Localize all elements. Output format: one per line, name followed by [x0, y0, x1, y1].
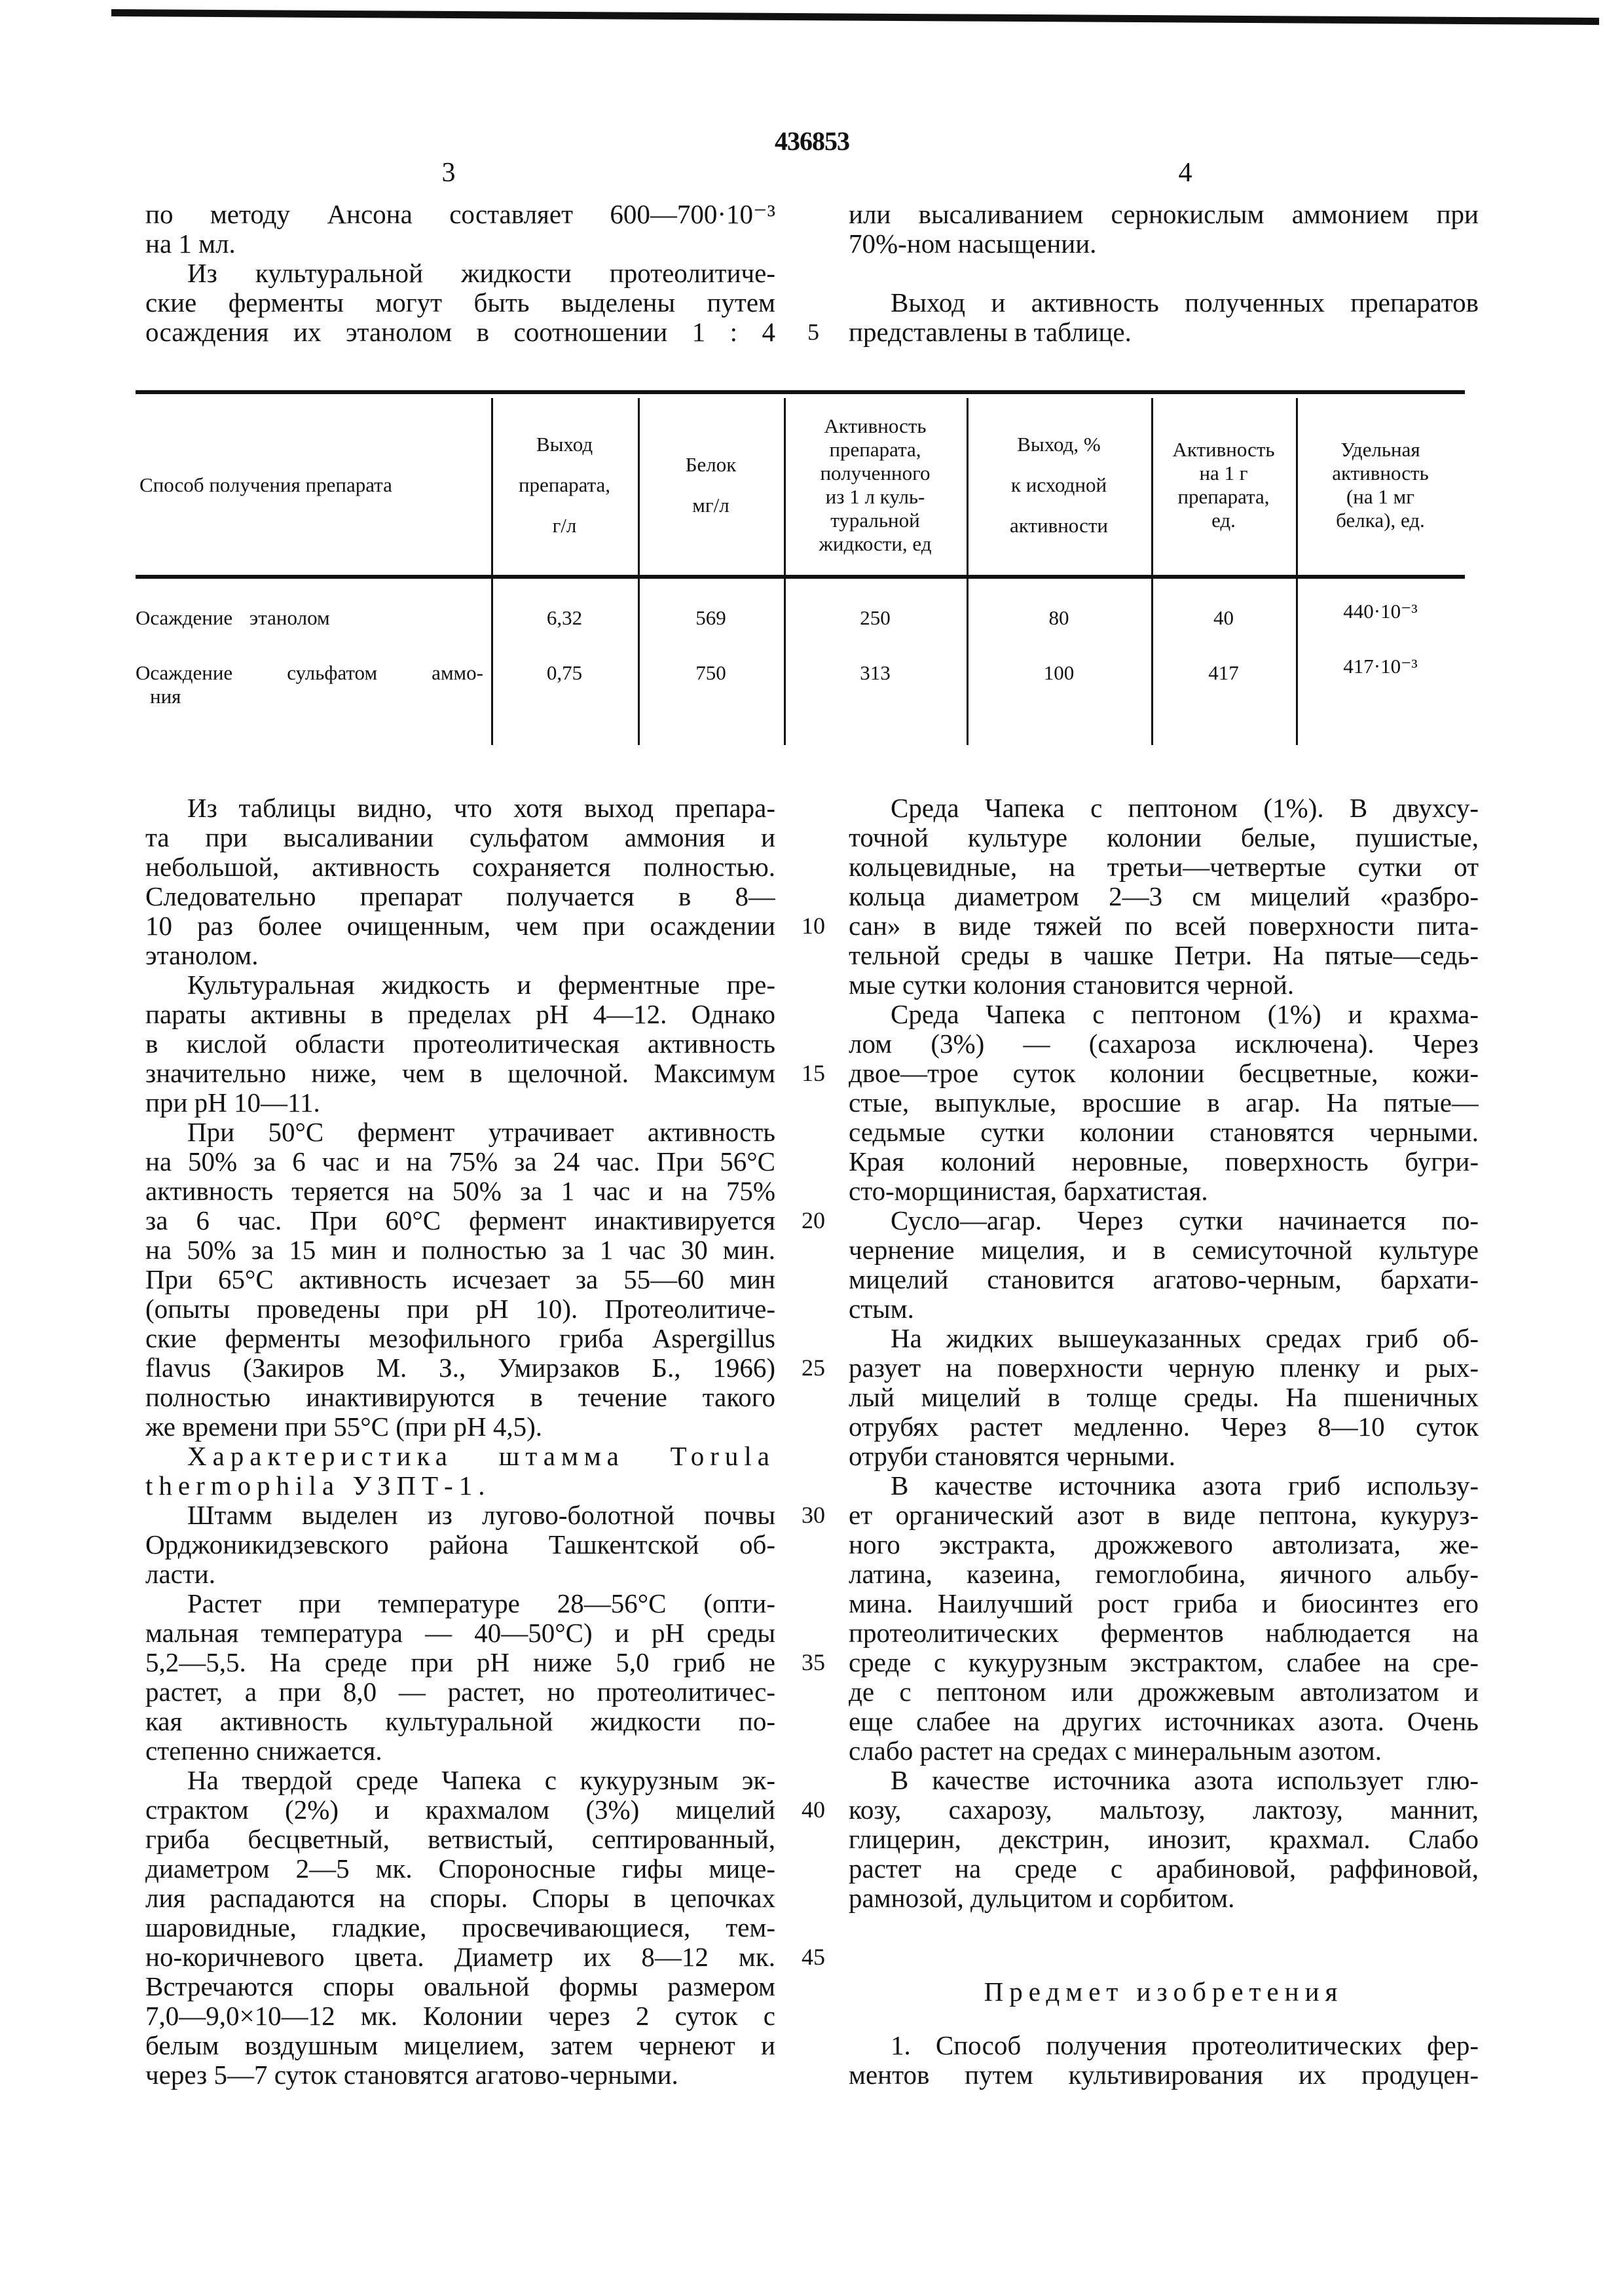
- text-line: Среда Чапека с пептоном (1%). В двухсу-: [891, 793, 1479, 823]
- column-divider: [784, 398, 786, 745]
- text-line: Из культуральной жидкости протеолитиче-: [187, 259, 775, 288]
- line-number: 5: [807, 319, 819, 345]
- table-header-cell: [642, 399, 780, 571]
- table-cell-yield-g-per-l: 6,32: [546, 606, 583, 629]
- text-line: ские ферменты могут быть выделены путем: [145, 288, 775, 318]
- text-line: в кислой области протеолитическая активность: [145, 1029, 775, 1059]
- text-line: седьмые сутки колонии становятся черными.: [849, 1118, 1479, 1147]
- header-text: препарата,: [1177, 485, 1270, 508]
- text-line: Из таблицы видно, что хотя выход препара-: [187, 793, 775, 823]
- text-line: кольца диаметром 2—3 см мицелий «разбро-: [849, 882, 1479, 911]
- top-left-text: [145, 200, 775, 347]
- header-text: из 1 л куль-: [825, 485, 925, 508]
- text-line: (опыты проведены при pH 10). Протеолитиче-: [145, 1294, 775, 1324]
- table-cell-protein-mg-per-l: 750: [695, 661, 726, 684]
- line-number: 10: [802, 913, 825, 939]
- table-cell-specific-activity: 440·10⁻³: [1343, 600, 1418, 623]
- table-row-method: [136, 661, 483, 708]
- text-line: активность теряется на 50% за 1 час и на 75%: [145, 1176, 775, 1206]
- text-line: та при высаливании сульфатом аммония и: [145, 823, 775, 852]
- header-text: г/л: [552, 514, 577, 537]
- document-number: 436853: [775, 126, 849, 156]
- method-text: Осаждение этанолом: [136, 606, 330, 629]
- table-header-cell: [495, 399, 634, 571]
- text-line: Следовательно препарат получается в 8—: [145, 882, 775, 911]
- table-cell-specific-activity: 417·10⁻³: [1343, 655, 1418, 678]
- text-line: отрубях растет медленно. Через 8—10 суток: [849, 1412, 1479, 1442]
- line-number: 20: [802, 1207, 825, 1233]
- text-line: еще слабее на других источниках азота. Очень: [849, 1707, 1479, 1736]
- table-cell-activity-per-g: 417: [1208, 661, 1239, 684]
- text-line: протеолитических ферментов наблюдается на: [849, 1618, 1479, 1648]
- text-line: Сусло—агар. Через сутки начинается по-: [891, 1206, 1479, 1235]
- header-text: Белок: [685, 453, 737, 476]
- text-line: лый мицелий в толще среды. На пшеничных: [849, 1383, 1479, 1412]
- text-line: растет на среде с арабиновой, раффиновой,: [849, 1854, 1479, 1884]
- text-line: гриба бесцветный, ветвистый, септированный,: [145, 1825, 775, 1854]
- text-line: flavus (Закиров М. З., Умирзаков Б., 1966): [145, 1353, 775, 1383]
- text-line: полностью инактивируются в течение такого: [145, 1383, 775, 1412]
- header-text: жидкости, ед: [819, 532, 932, 555]
- header-text: туральной: [830, 509, 920, 532]
- text-line: 70%-ном насыщении.: [849, 229, 1097, 259]
- table-row-method: [136, 606, 483, 630]
- text-line: представлены в таблице.: [849, 318, 1132, 347]
- line-number: 25: [802, 1355, 825, 1381]
- header-text: активности: [1010, 514, 1108, 537]
- text-line: де с пептоном или дрожжевым автолизатом и: [849, 1677, 1479, 1707]
- header-text: Выход: [536, 433, 593, 456]
- text-line: но-коричневого цвета. Диаметр их 8—12 мк.: [145, 1942, 775, 1972]
- header-text: Удельная: [1340, 438, 1420, 461]
- text-line: Культуральная жидкость и ферментные пре-: [187, 970, 775, 1000]
- text-line: Выход и активность полученных препаратов: [891, 288, 1479, 318]
- text-line: значительно ниже, чем в щелочной. Максимум: [145, 1059, 775, 1088]
- text-line: осаждения их этанолом в соотношении 1 : 4: [145, 318, 775, 347]
- text-line: стым.: [849, 1294, 914, 1324]
- text-line: за 6 час. При 60°C фермент инактивируется: [145, 1206, 775, 1235]
- top-border-rule: [111, 9, 1599, 25]
- header-text: полученного: [820, 462, 931, 484]
- header-text: ед.: [1211, 509, 1236, 532]
- text-line: 10 раз более очищенным, чем при осаждении: [145, 911, 775, 941]
- header-text: Способ получения препарата: [139, 473, 392, 496]
- text-line: thermophila УЗПТ-1.: [145, 1471, 491, 1501]
- text-line: отруби становятся черными.: [849, 1442, 1175, 1471]
- line-number: 40: [802, 1796, 825, 1823]
- results-table: [136, 390, 1465, 747]
- table-cell-activity-per-l: 250: [860, 606, 891, 629]
- table-header-cell: [1300, 399, 1461, 571]
- header-text: белка), ед.: [1336, 509, 1425, 532]
- table-top-rule: [136, 390, 1465, 394]
- header-text: Активность: [1172, 438, 1275, 461]
- text-line: растет, а при 8,0 — растет, но протеолитичес-: [145, 1677, 775, 1707]
- line-number: 35: [802, 1649, 825, 1675]
- text-line: На твердой среде Чапека с кукурузным эк-: [187, 1766, 775, 1795]
- text-line: лия распадаются на споры. Споры в цепочках: [145, 1884, 775, 1913]
- method-text: ния: [150, 685, 181, 708]
- column-divider: [638, 398, 640, 745]
- table-header-cell: [970, 399, 1147, 571]
- text-line: этанолом.: [145, 941, 259, 970]
- table-cell-activity-per-l: 313: [860, 661, 891, 684]
- table-header-rule: [136, 575, 1465, 579]
- text-line: В качестве источника азота гриб использу-: [891, 1471, 1479, 1501]
- text-line: шаровидные, гладкие, просвечивающиеся, тем-: [145, 1913, 775, 1942]
- text-line: мые сутки колония становится черной.: [849, 970, 1295, 1000]
- table-header-cell: [1155, 399, 1292, 571]
- text-line: кольцевидные, на третьи—четвертые сутки от: [849, 852, 1479, 882]
- column-divider: [1151, 398, 1153, 745]
- text-line: при pH 10—11.: [145, 1088, 320, 1118]
- text-line: на 50% за 6 час и на 75% за 24 час. При 56°C: [145, 1147, 775, 1176]
- claim-line: ментов путем культивирования их продуцен-: [849, 2060, 1479, 2090]
- text-line: параты активны в пределах pH 4—12. Однако: [145, 1000, 775, 1029]
- text-line: Растет при температуре 28—56°C (опти-: [187, 1589, 775, 1618]
- text-line: диаметром 2—5 мк. Спороносные гифы мице-: [145, 1854, 775, 1884]
- text-line: Орджоникидзевского района Ташкентской об-: [145, 1530, 775, 1559]
- text-line: Среда Чапека с пептоном (1%) и крахма-: [891, 1000, 1479, 1029]
- text-line: на 1 мл.: [145, 229, 236, 259]
- text-line: глицерин, декстрин, инозит, крахмал. Слабо: [849, 1825, 1479, 1854]
- header-text: препарата,: [829, 438, 921, 461]
- header-text: на 1 г: [1199, 462, 1248, 484]
- header-text: (на 1 мг: [1346, 485, 1414, 508]
- header-text: препарата,: [518, 473, 611, 496]
- text-line: тельной среды в чашке Петри. На пятые—седь-: [849, 941, 1479, 970]
- header-text: к исходной: [1010, 473, 1107, 496]
- left-column-text: [145, 793, 775, 2090]
- text-line: 5,2—5,5. На среде при pH ниже 5,0 гриб не: [145, 1648, 775, 1677]
- text-line: небольшой, активность сохраняется полностью.: [145, 852, 775, 882]
- text-line: ет органический азот в виде пептона, кукуруз-: [849, 1501, 1479, 1530]
- text-line: На жидких вышеуказанных средах гриб об-: [891, 1324, 1479, 1353]
- text-line: белым воздушным мицелием, затем чернеют и: [145, 2031, 775, 2060]
- text-line: Штамм выделен из лугово-болотной почвы: [187, 1501, 775, 1530]
- text-line: через 5—7 суток становятся агатово-черными.: [145, 2060, 678, 2090]
- text-line: Края колоний неровные, поверхность бугри-: [849, 1147, 1479, 1176]
- claim-line: 1. Способ получения протеолитических фер-: [891, 2031, 1479, 2060]
- column-divider: [967, 398, 969, 745]
- table-cell-activity-per-g: 40: [1213, 606, 1234, 629]
- text-line: степенно снижается.: [145, 1736, 382, 1766]
- table-header-cell: [788, 399, 963, 571]
- text-line: сто-морщинистая, бархатистая.: [849, 1176, 1208, 1206]
- text-line: разует на поверхности черную пленку и рых-: [849, 1353, 1479, 1383]
- text-line: мальная температура — 40—50°C) и pH среды: [145, 1618, 775, 1648]
- text-line: рамнозой, дульцитом и сорбитом.: [849, 1884, 1235, 1913]
- header-text: Активность: [824, 414, 927, 437]
- text-line: 7,0—9,0×10—12 мк. Колонии через 2 суток с: [145, 2001, 775, 2031]
- text-line: кая активность культуральной жидкости по-: [145, 1707, 775, 1736]
- text-line: стые, выпуклые, вросшие в агар. На пятые—: [849, 1088, 1479, 1118]
- text-line: или высаливанием сернокислым аммонием при: [849, 200, 1479, 229]
- text-line: козу, сахарозу, мальтозу, лактозу, маннит,: [849, 1795, 1479, 1825]
- text-line: среде с кукурузным экстрактом, слабее на сре-: [849, 1648, 1479, 1677]
- left-page-number: 3: [441, 158, 456, 188]
- header-text: Выход, %: [1017, 433, 1101, 456]
- text-line: ские ферменты мезофильного гриба Aspergillus: [145, 1324, 775, 1353]
- table-cell-yield-percent: 80: [1048, 606, 1069, 629]
- claims-section-title: Предмет изобретения: [984, 1977, 1344, 2007]
- header-text: мг/л: [692, 494, 729, 517]
- text-line: В качестве источника азота использует глю-: [891, 1766, 1479, 1795]
- top-right-text: [849, 200, 1479, 347]
- table-header-cell: [139, 399, 487, 571]
- text-line: При 50°C фермент утрачивает активность: [187, 1118, 775, 1147]
- text-line: Встречаются споры овальной формы размером: [145, 1972, 775, 2001]
- line-number: 45: [802, 1944, 825, 1970]
- table-cell-yield-percent: 100: [1043, 661, 1075, 684]
- method-text: Осаждение сульфатом аммо-: [136, 661, 483, 684]
- text-line: лом (3%) — (сахароза исключена). Через: [849, 1029, 1479, 1059]
- text-line: ласти.: [145, 1559, 215, 1589]
- header-text: активность: [1332, 462, 1429, 484]
- column-divider: [1296, 398, 1298, 745]
- text-line: страктом (2%) и крахмалом (3%) мицелий: [145, 1795, 775, 1825]
- text-line: ного экстракта, дрожжевого автолизата, же-: [849, 1530, 1479, 1559]
- right-page-number: 4: [1178, 158, 1192, 188]
- text-line: двое—трое суток колонии бесцветные, кожи-: [849, 1059, 1479, 1088]
- text-line: сан» в виде тяжей по всей поверхности пита-: [849, 911, 1479, 941]
- text-line: по методу Ансона составляет 600—700·10⁻³: [145, 200, 775, 229]
- right-column-text: [849, 793, 1479, 2090]
- text-line: точной культуре колонии белые, пушистые,: [849, 823, 1479, 852]
- text-line: Характеристика штамма Torula: [187, 1442, 775, 1471]
- text-line: мина. Наилучший рост гриба и биосинтез его: [849, 1589, 1479, 1618]
- table-cell-protein-mg-per-l: 569: [695, 606, 726, 629]
- text-line: При 65°C активность исчезает за 55—60 мин: [145, 1265, 775, 1294]
- text-line: латина, казеина, гемоглобина, яичного альбу-: [849, 1559, 1479, 1589]
- text-line: мицелий становится агатово-черным, бархати-: [849, 1265, 1479, 1294]
- text-line: чернение мицелия, и в семисуточной культуре: [849, 1235, 1479, 1265]
- column-divider: [491, 398, 493, 745]
- line-number: 15: [802, 1060, 825, 1086]
- text-line: же времени при 55°C (при pH 4,5).: [145, 1412, 542, 1442]
- line-number: 30: [802, 1502, 825, 1528]
- text-line: на 50% за 15 мин и полностью за 1 час 30 мин.: [145, 1235, 775, 1265]
- table-cell-yield-g-per-l: 0,75: [546, 661, 583, 684]
- text-line: слабо растет на средах с минеральным азотом.: [849, 1736, 1382, 1766]
